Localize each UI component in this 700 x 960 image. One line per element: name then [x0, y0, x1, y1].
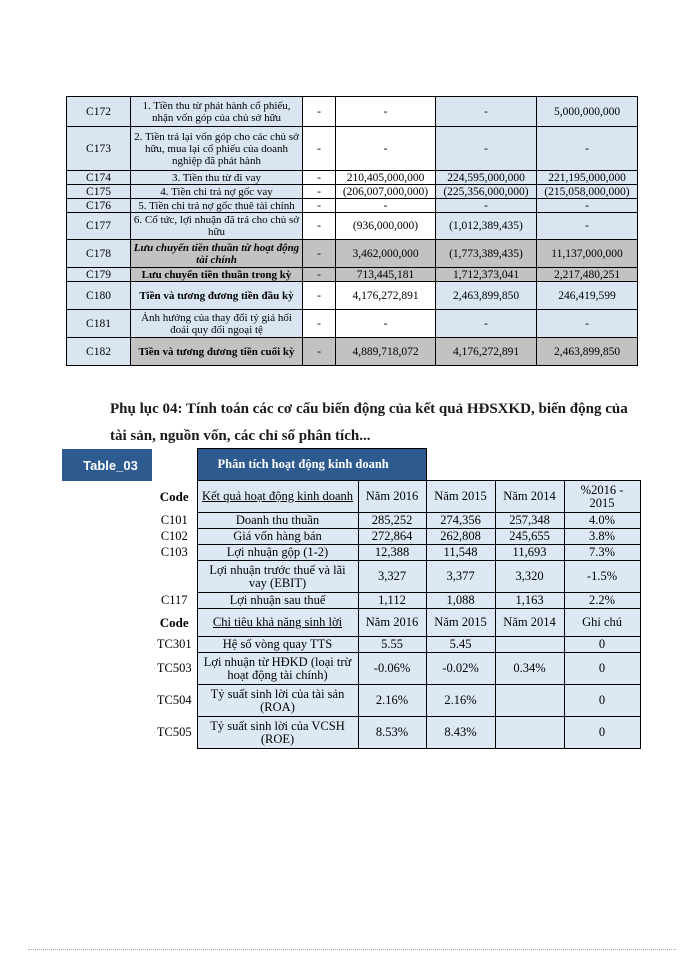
row-year-2015: 5.45 — [426, 637, 495, 653]
row-value-3: 221,195,000,000 — [537, 171, 638, 185]
row-code: TC504 — [152, 685, 197, 717]
ratio-body — [152, 449, 640, 749]
table-row — [67, 213, 638, 240]
table-row — [67, 240, 638, 268]
row-value-3: (215,058,000,000) — [537, 185, 638, 199]
row-description: Ảnh hưởng của thay đổi tỷ giá hối đoái quy đổi ngoại tệ — [131, 310, 303, 338]
row-year-2016: 12,388 — [358, 545, 426, 561]
row-value-1: 3,462,000,000 — [336, 240, 436, 268]
table-row — [152, 685, 640, 717]
row-code: TC505 — [152, 717, 197, 749]
row-year-2015: 2.16% — [426, 685, 495, 717]
row-description: 5. Tiền chi trả nợ gốc thuê tài chính — [131, 199, 303, 213]
row-code: C180 — [67, 282, 131, 310]
code-label: Code — [152, 609, 197, 637]
row-year-2015: 262,808 — [426, 529, 495, 545]
row-year-2016: 1,112 — [358, 593, 426, 609]
appendix-heading: Phụ lục 04: Tính toán các cơ cấu biến động của kết quả HĐSXKD, biến động của tài sản, nguồn vốn, các chỉ số phân tích... — [110, 401, 628, 444]
row-name: Lợi nhuận sau thuế — [197, 593, 358, 609]
row-year-2016: -0.06% — [358, 653, 426, 685]
row-name: Tỷ suất sinh lời của VCSH (ROE) — [197, 717, 358, 749]
row-value-2: 1,712,373,041 — [436, 268, 537, 282]
row-year-2015: 1,088 — [426, 593, 495, 609]
row-code — [152, 561, 197, 593]
row-year-2014 — [495, 637, 564, 653]
row-code: C175 — [67, 185, 131, 199]
row-name: Hệ số vòng quay TTS — [197, 637, 358, 653]
page-edge-divider — [28, 949, 676, 960]
row-value-0: - — [303, 185, 336, 199]
row-year-2015: 274,356 — [426, 513, 495, 529]
row-value-0: - — [303, 127, 336, 171]
table-row — [67, 185, 638, 199]
row-code: C172 — [67, 97, 131, 127]
row-year-2014: 3,320 — [495, 561, 564, 593]
row-value-2: - — [436, 310, 537, 338]
header-year-2015: Năm 2015 — [426, 481, 495, 513]
row-value-2: 4,176,272,891 — [436, 338, 537, 366]
row-pct: 3.8% — [564, 529, 640, 545]
row-year-2014: 245,655 — [495, 529, 564, 545]
code-label: Code — [152, 481, 197, 513]
row-value-1: (936,000,000) — [336, 213, 436, 240]
row-code: C181 — [67, 310, 131, 338]
row-description: Lưu chuyển tiền thuần từ hoạt động tài chính — [131, 240, 303, 268]
row-value-2: 2,463,899,850 — [436, 282, 537, 310]
row-code: C174 — [67, 171, 131, 185]
ratio-table — [152, 448, 641, 749]
row-value-1: 210,405,000,000 — [336, 171, 436, 185]
row-value-1: - — [336, 310, 436, 338]
row-value-3: - — [537, 213, 638, 240]
row-value-0: - — [303, 199, 336, 213]
table-tag: Table_03 — [62, 449, 159, 481]
row-note: 0 — [564, 653, 640, 685]
row-value-1: (206,007,000,000) — [336, 185, 436, 199]
row-description: 1. Tiền thu từ phát hành cổ phiếu, nhận vốn góp của chủ sở hữu — [131, 97, 303, 127]
row-value-0: - — [303, 310, 336, 338]
row-name: Giá vốn hàng bán — [197, 529, 358, 545]
row-value-0: - — [303, 240, 336, 268]
header-extra: Ghi chú — [564, 609, 640, 637]
row-value-0: - — [303, 338, 336, 366]
row-year-2016: 285,252 — [358, 513, 426, 529]
cash-flow-body — [67, 97, 638, 366]
header-year-2014: Năm 2014 — [495, 609, 564, 637]
row-code: TC503 — [152, 653, 197, 685]
row-value-3: - — [537, 199, 638, 213]
table-row — [67, 97, 638, 127]
header-year-2014: Năm 2014 — [495, 481, 564, 513]
row-value-2: 224,595,000,000 — [436, 171, 537, 185]
sl-header-row — [152, 609, 640, 637]
row-code: C179 — [67, 268, 131, 282]
row-value-1: 713,445,181 — [336, 268, 436, 282]
table-row — [67, 282, 638, 310]
section-title: Phân tích hoạt động kinh doanh — [197, 449, 426, 481]
row-note: 0 — [564, 685, 640, 717]
table-row — [152, 529, 640, 545]
row-value-3: - — [537, 310, 638, 338]
row-code: C177 — [67, 213, 131, 240]
cash-flow-table — [66, 96, 638, 366]
row-pct: 2.2% — [564, 593, 640, 609]
row-code: TC301 — [152, 637, 197, 653]
table-row — [67, 199, 638, 213]
row-value-1: - — [336, 127, 436, 171]
row-description: Tiền và tương đương tiền cuối kỳ — [131, 338, 303, 366]
header-year-2015: Năm 2015 — [426, 609, 495, 637]
row-code: C178 — [67, 240, 131, 268]
row-year-2014 — [495, 685, 564, 717]
row-note: 0 — [564, 637, 640, 653]
header-indicator: Kết quả hoạt động kinh doanh — [197, 481, 358, 513]
table-row — [67, 127, 638, 171]
table-row — [67, 171, 638, 185]
row-value-3: 246,419,599 — [537, 282, 638, 310]
row-value-1: - — [336, 97, 436, 127]
row-code: C173 — [67, 127, 131, 171]
row-value-3: - — [537, 127, 638, 171]
row-name: Lợi nhuận từ HĐKD (loại trừ hoạt động tài chính) — [197, 653, 358, 685]
row-description: Tiền và tương đương tiền đầu kỳ — [131, 282, 303, 310]
row-year-2016: 2.16% — [358, 685, 426, 717]
row-value-3: 2,217,480,251 — [537, 268, 638, 282]
table-row — [152, 653, 640, 685]
row-year-2015: -0.02% — [426, 653, 495, 685]
row-year-2016: 3,327 — [358, 561, 426, 593]
row-value-2: - — [436, 97, 537, 127]
row-year-2015: 8.43% — [426, 717, 495, 749]
row-description: Lưu chuyển tiền thuần trong kỳ — [131, 268, 303, 282]
row-value-2: (1,773,389,435) — [436, 240, 537, 268]
table-row — [152, 545, 640, 561]
row-name: Lợi nhuận gộp (1-2) — [197, 545, 358, 561]
row-value-3: 11,137,000,000 — [537, 240, 638, 268]
row-value-0: - — [303, 282, 336, 310]
row-description: 6. Cổ tức, lợi nhuận đã trả cho chủ sở hữu — [131, 213, 303, 240]
row-code: C117 — [152, 593, 197, 609]
row-value-0: - — [303, 268, 336, 282]
row-description: 3. Tiền thu từ đi vay — [131, 171, 303, 185]
table-row — [152, 561, 640, 593]
row-year-2014: 11,693 — [495, 545, 564, 561]
row-value-3: 5,000,000,000 — [537, 97, 638, 127]
kq-header-row — [152, 481, 640, 513]
row-year-2014 — [495, 717, 564, 749]
row-year-2014: 0.34% — [495, 653, 564, 685]
row-name: Lợi nhuận trước thuế và lãi vay (EBIT) — [197, 561, 358, 593]
section-title-row — [152, 449, 640, 481]
row-value-1: - — [336, 199, 436, 213]
row-pct: 4.0% — [564, 513, 640, 529]
table-row — [67, 338, 638, 366]
row-year-2016: 272,864 — [358, 529, 426, 545]
row-name: Tỷ suất sinh lời của tài sản (ROA) — [197, 685, 358, 717]
table-row — [152, 513, 640, 529]
row-code: C103 — [152, 545, 197, 561]
row-value-1: 4,176,272,891 — [336, 282, 436, 310]
row-year-2015: 11,548 — [426, 545, 495, 561]
row-code: C101 — [152, 513, 197, 529]
row-year-2015: 3,377 — [426, 561, 495, 593]
table-row — [67, 268, 638, 282]
table-row — [152, 717, 640, 749]
row-description: 4. Tiền chi trả nợ gốc vay — [131, 185, 303, 199]
header-indicator: Chỉ tiêu khả năng sinh lời — [197, 609, 358, 637]
row-value-2: - — [436, 199, 537, 213]
row-description: 2. Tiền trả lại vốn góp cho các chủ sở hữu, mua lại cổ phiếu của doanh nghiệp đã phát hành — [131, 127, 303, 171]
header-extra: %2016 - 2015 — [564, 481, 640, 513]
row-value-2: (225,356,000,000) — [436, 185, 537, 199]
row-code: C176 — [67, 199, 131, 213]
row-value-1: 4,889,718,072 — [336, 338, 436, 366]
row-year-2016: 5.55 — [358, 637, 426, 653]
row-code: C182 — [67, 338, 131, 366]
row-value-0: - — [303, 171, 336, 185]
row-pct: 7.3% — [564, 545, 640, 561]
row-code: C102 — [152, 529, 197, 545]
row-year-2014: 1,163 — [495, 593, 564, 609]
header-year-2016: Năm 2016 — [358, 609, 426, 637]
row-value-3: 2,463,899,850 — [537, 338, 638, 366]
row-year-2016: 8.53% — [358, 717, 426, 749]
row-note: 0 — [564, 717, 640, 749]
row-year-2014: 257,348 — [495, 513, 564, 529]
table-row — [152, 593, 640, 609]
row-pct: -1.5% — [564, 561, 640, 593]
header-year-2016: Năm 2016 — [358, 481, 426, 513]
row-value-2: - — [436, 127, 537, 171]
row-value-2: (1,012,389,435) — [436, 213, 537, 240]
row-value-0: - — [303, 97, 336, 127]
table-row — [152, 637, 640, 653]
row-value-0: - — [303, 213, 336, 240]
table-row — [67, 310, 638, 338]
row-name: Doanh thu thuần — [197, 513, 358, 529]
